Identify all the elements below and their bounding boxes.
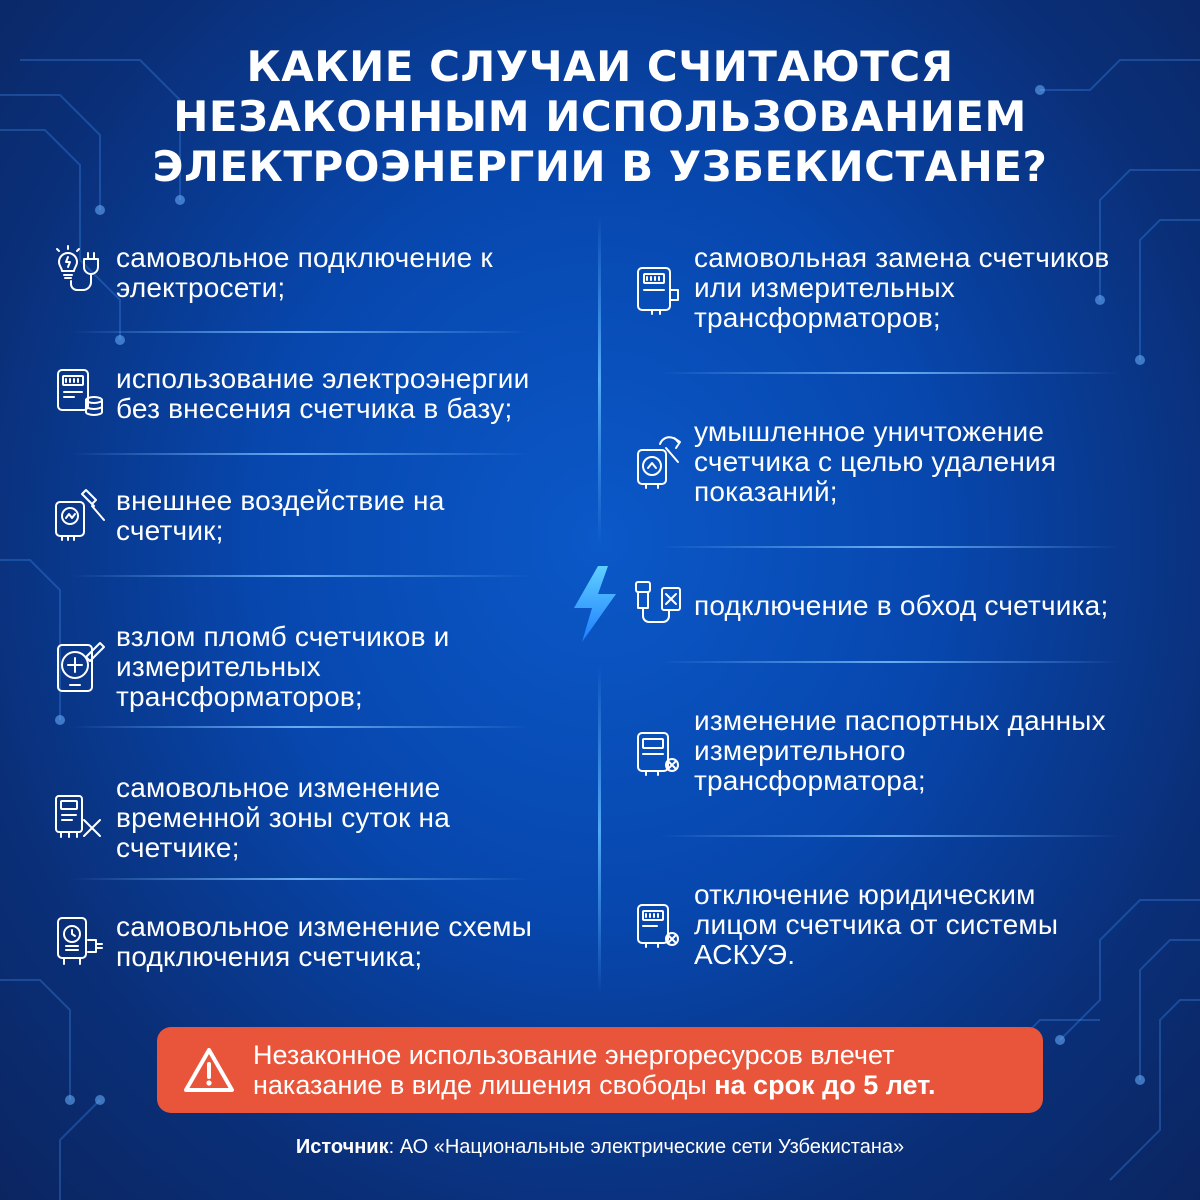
list-item-left-6 [52, 912, 532, 972]
list-item-left-5 [52, 773, 450, 863]
meter-disconnect-icon [630, 897, 686, 953]
list-item-text: самовольное изменение временной зоны суток на счетчике; [116, 772, 450, 863]
warning-line-1: Незаконное использование энергоресурсов влечет [253, 1040, 895, 1070]
warning-triangle-icon [183, 1046, 235, 1094]
source-label: Источник [295, 1136, 389, 1158]
meter-edit-icon [630, 723, 686, 779]
page-title [0, 42, 1200, 192]
divider [70, 878, 530, 880]
lightning-bolt-icon [568, 564, 622, 644]
list-item-text: внешнее воздействие на счетчик; [116, 485, 445, 546]
divider [660, 661, 1120, 663]
divider [660, 372, 1120, 374]
divider [70, 575, 530, 577]
list-item-right-5 [630, 880, 1058, 970]
meter-seal-icon [52, 639, 108, 695]
meter-cross-icon [52, 790, 108, 846]
warning-text [253, 1040, 936, 1100]
meter-swap-icon [630, 260, 686, 316]
list-item-left-1 [52, 243, 493, 303]
title-line-1: КАКИЕ СЛУЧАИ СЧИТАЮТСЯ [246, 42, 954, 91]
list-item-right-1 [630, 243, 1109, 333]
meter-bypass-icon [630, 578, 686, 634]
list-item-text: подключение в обход счетчика; [694, 590, 1109, 621]
list-item-left-2 [52, 364, 529, 424]
list-item-text: взлом пломб счетчиков и измерительных трансформаторов; [116, 621, 450, 712]
meter-database-icon [52, 366, 108, 422]
list-item-text: умышленное уничтожение счетчика с целью удаления показаний; [694, 416, 1057, 507]
center-divider-top [598, 215, 601, 545]
list-item-right-4 [630, 706, 1106, 796]
title-line-3: ЭЛЕКТРОЭНЕРГИИ В УЗБЕКИСТАНЕ? [152, 142, 1048, 191]
list-item-text: самовольное подключение к электросети; [116, 242, 493, 303]
list-item-left-4 [52, 622, 449, 712]
warning-line-2 [253, 1070, 936, 1100]
meter-plug-icon [52, 914, 108, 970]
divider [70, 726, 530, 728]
title-line-2: НЕЗАКОННЫМ ИСПОЛЬЗОВАНИЕМ [173, 92, 1027, 141]
divider [660, 835, 1120, 837]
list-item-text: самовольное изменение схемы подключения счетчика; [116, 911, 533, 972]
list-item-text: использование электроэнергии без внесения счетчика в базу; [116, 363, 530, 424]
list-item-right-2 [630, 417, 1056, 507]
meter-destroy-icon [630, 434, 686, 490]
list-item-text: самовольная замена счетчиков или измерительных трансформаторов; [694, 242, 1110, 333]
divider [70, 453, 530, 455]
meter-hammer-icon [52, 488, 108, 544]
bulb-plug-icon [52, 245, 108, 301]
source-text: : АО «Национальные электрические сети Узбекистана» [388, 1136, 905, 1158]
divider [70, 331, 530, 333]
source-note [0, 1136, 1200, 1159]
divider [660, 546, 1120, 548]
center-divider-bottom [598, 665, 601, 995]
list-item-text: отключение юридическим лицом счетчика от системы АСКУЭ. [694, 879, 1059, 970]
warning-emphasis: на срок до 5 лет. [714, 1070, 936, 1100]
warning-banner [157, 1027, 1043, 1113]
warning-line-2-text: наказание в виде лишения свободы [253, 1070, 715, 1100]
list-item-left-3 [52, 486, 444, 546]
list-item-text: изменение паспортных данных измерительного трансформатора; [694, 705, 1106, 796]
list-item-right-3 [630, 578, 1108, 634]
